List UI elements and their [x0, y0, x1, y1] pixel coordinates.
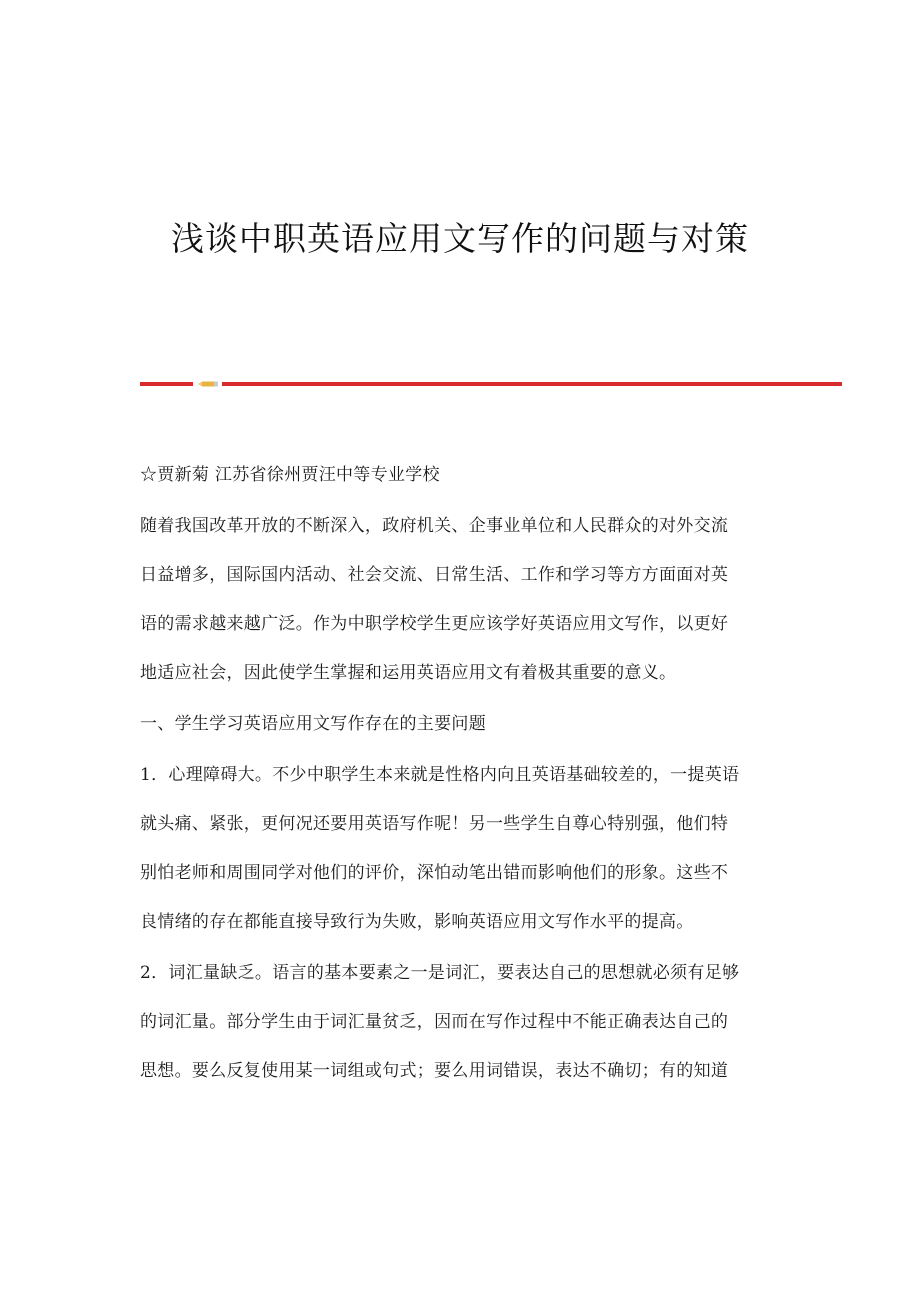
text-line: 就头痛、紧张，更何况还要用英语写作呢！另一些学生自尊心特别强，他们特 — [140, 814, 729, 834]
text-line: 一、学生学习英语应用文写作存在的主要问题 — [140, 714, 486, 734]
text-line: 良情绪的存在都能直接导致行为失败，影响英语应用文写作水平的提高。 — [140, 912, 694, 932]
page-title: 浅谈中职英语应用文写作的问题与对策 — [171, 219, 749, 258]
author-line: ☆贾新菊 江苏省徐州贾汪中等专业学校 — [140, 465, 440, 485]
article-body — [140, 465, 780, 1081]
text-line: 地适应社会，因此使学生掌握和运用英语应用文有着极其重要的意义。 — [140, 663, 677, 683]
paragraph-vocabulary — [140, 963, 780, 1081]
text-line: 别怕老师和周围同学对他们的评价，深怕动笔出错而影响他们的形象。这些不 — [140, 863, 729, 883]
title-divider — [140, 380, 842, 388]
text-line: 思想。要么反复使用某一词组或句式；要么用词错误，表达不确切；有的知道 — [140, 1061, 729, 1081]
text-line: 2．词汇量缺乏。语言的基本要素之一是词汇，要表达自己的思想就必须有足够 — [140, 963, 740, 983]
paragraph-psychology — [140, 765, 780, 932]
text-line: 的词汇量。部分学生由于词汇量贫乏，因而在写作过程中不能正确表达自己的 — [140, 1012, 729, 1032]
text-line: 语的需求越来越广泛。作为中职学校学生更应该学好英语应用文写作，以更好 — [140, 614, 729, 634]
divider-right-segment — [222, 382, 842, 386]
divider-left-segment — [140, 382, 193, 386]
section-heading — [140, 714, 780, 734]
pencil-icon — [198, 381, 218, 387]
text-line: 1．心理障碍大。不少中职学生本来就是性格内向且英语基础较差的，一提英语 — [140, 765, 740, 785]
text-line: 日益增多，国际国内活动、社会交流、日常生活、工作和学习等方方面面对英 — [140, 565, 729, 585]
paragraph-intro — [140, 516, 780, 683]
text-line: 随着我国改革开放的不断深入，政府机关、企事业单位和人民群众的对外交流 — [140, 516, 729, 536]
